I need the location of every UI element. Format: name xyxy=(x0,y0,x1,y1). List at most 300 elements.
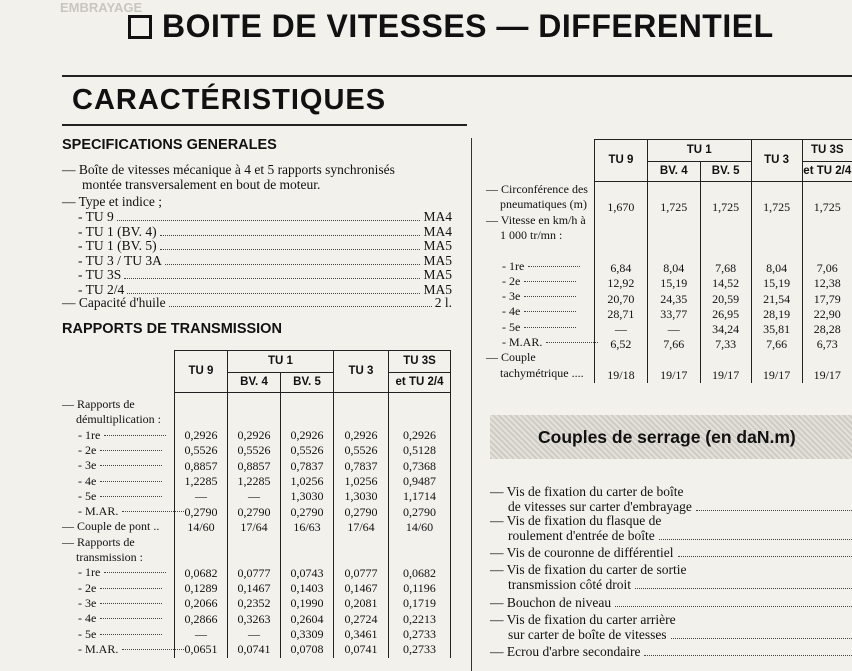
cell: 24,35 xyxy=(647,292,700,307)
cell xyxy=(228,398,281,413)
row-label-text: - 4e xyxy=(78,473,97,488)
cell: 0,8857 xyxy=(175,459,228,474)
table-row xyxy=(175,612,451,627)
cell: 1,3030 xyxy=(334,489,389,504)
leader-dots xyxy=(546,342,598,343)
cell: 7,06 xyxy=(802,261,852,276)
page-title-text: BOITE DE VITESSES — DIFFERENTIEL xyxy=(162,8,774,44)
leader-dots xyxy=(659,539,852,540)
oil-label: — Capacité d'huile xyxy=(62,295,166,310)
table-row xyxy=(595,292,852,307)
cell: 0,0777 xyxy=(334,566,389,581)
row-label-text: 1 000 tr/mn : xyxy=(500,227,563,242)
cell: 0,2733 xyxy=(389,642,451,657)
leader-dots xyxy=(100,450,162,451)
cell: 0,7837 xyxy=(281,459,334,474)
row-label-text: - 5e xyxy=(78,626,97,641)
cell: 7,66 xyxy=(751,337,802,352)
cell: — xyxy=(595,322,648,337)
leader-dots xyxy=(124,278,420,279)
cell: 1,725 xyxy=(700,200,751,215)
col-tu3: TU 3 xyxy=(334,351,389,393)
cell: 0,2724 xyxy=(334,612,389,627)
cell: 0,1467 xyxy=(228,581,281,596)
cell: 0,2926 xyxy=(228,428,281,443)
table-row xyxy=(175,642,451,657)
cell: 19/18 xyxy=(595,368,648,383)
table-row xyxy=(175,581,451,596)
specs-heading: SPECIFICATIONS GENERALES xyxy=(62,137,277,153)
leader-dots xyxy=(524,327,576,328)
row-label xyxy=(502,335,598,350)
cell xyxy=(802,215,852,230)
type-row xyxy=(78,238,452,253)
cell xyxy=(595,215,648,230)
cell: 0,0741 xyxy=(228,642,281,657)
torque-item xyxy=(490,545,852,560)
table-row xyxy=(595,337,852,352)
row-label-text: pneumatiques (m) xyxy=(500,197,587,212)
table-row xyxy=(175,596,451,611)
column-divider xyxy=(471,138,472,671)
table-row xyxy=(175,474,451,489)
torque-line1: — Vis de fixation du carter arrière xyxy=(490,612,676,627)
leader-dots xyxy=(100,603,162,604)
torque-item xyxy=(490,644,852,659)
table-row xyxy=(595,230,852,245)
checkbox-square-icon xyxy=(128,15,152,39)
torque-line2 xyxy=(490,577,852,592)
cell: 0,5526 xyxy=(175,443,228,458)
cell: 14/60 xyxy=(175,520,228,535)
col-bv5: BV. 5 xyxy=(700,162,751,182)
col-tu3s: TU 3S xyxy=(389,351,451,373)
row-label-text: - 3e xyxy=(78,595,97,610)
table-row xyxy=(175,505,451,520)
cell: 19/17 xyxy=(700,368,751,383)
col-bv5: BV. 5 xyxy=(281,373,334,393)
row-label xyxy=(78,611,162,626)
cell: 0,5526 xyxy=(281,443,334,458)
leader-dots xyxy=(100,634,162,635)
torque-item xyxy=(490,484,852,514)
cell: 0,0682 xyxy=(175,566,228,581)
cell xyxy=(751,353,802,368)
cell: 0,1719 xyxy=(389,596,451,611)
col-tu3s: TU 3S xyxy=(802,140,852,162)
type-value: MA5 xyxy=(423,238,452,253)
table-row xyxy=(175,627,451,642)
torque-line2 xyxy=(490,499,852,514)
cell xyxy=(334,398,389,413)
cell: 6,52 xyxy=(595,337,648,352)
cell xyxy=(228,413,281,428)
specs-line2: montée transversalement en bout de moteur. xyxy=(82,177,321,192)
cell: 19/17 xyxy=(647,368,700,383)
cell: — xyxy=(228,627,281,642)
type-value: MA4 xyxy=(423,209,452,224)
cell: 17/64 xyxy=(334,520,389,535)
cell: 0,1467 xyxy=(334,581,389,596)
cell: 6,84 xyxy=(595,261,648,276)
cell: 1,3030 xyxy=(281,489,334,504)
table-row xyxy=(595,276,852,291)
leader-dots xyxy=(104,572,166,573)
table-row xyxy=(595,246,852,261)
cell xyxy=(281,413,334,428)
cell: 28,71 xyxy=(595,307,648,322)
cell: 0,2604 xyxy=(281,612,334,627)
cell xyxy=(389,413,451,428)
cell: 1,725 xyxy=(802,200,852,215)
cell: 0,1289 xyxy=(175,581,228,596)
torque-line1: — Vis de fixation du carter de sortie xyxy=(490,562,687,577)
cell xyxy=(751,230,802,245)
row-label-text: - 2e xyxy=(78,580,97,595)
torque-line2-text: roulement d'entrée de boîte xyxy=(508,528,655,543)
row-label xyxy=(486,213,586,228)
row-label xyxy=(76,412,161,427)
cell: 8,04 xyxy=(647,261,700,276)
cell: 26,95 xyxy=(700,307,751,322)
cell: 6,73 xyxy=(802,337,852,352)
row-label xyxy=(78,489,162,504)
cell: 7,68 xyxy=(700,261,751,276)
cell xyxy=(802,246,852,261)
row-label-text: - 5e xyxy=(78,488,97,503)
tire-table xyxy=(594,139,852,383)
row-label xyxy=(78,458,162,473)
table-row xyxy=(595,368,852,383)
row-label xyxy=(500,228,562,243)
cell xyxy=(700,230,751,245)
section-divider xyxy=(62,124,467,126)
cell xyxy=(281,550,334,565)
leader-dots xyxy=(524,311,576,312)
cell xyxy=(751,215,802,230)
cell: 8,04 xyxy=(751,261,802,276)
cell: 21,54 xyxy=(751,292,802,307)
row-label xyxy=(78,443,162,458)
cell: 1,725 xyxy=(647,200,700,215)
cell xyxy=(595,230,648,245)
col-tu9: TU 9 xyxy=(595,140,648,182)
leader-dots xyxy=(528,266,580,267)
row-label-text: — Rapports de xyxy=(62,397,135,411)
row-label-text: - 5e xyxy=(502,319,521,334)
cell: 0,1196 xyxy=(389,581,451,596)
cell xyxy=(389,535,451,550)
table-row xyxy=(175,428,451,443)
cell: 7,33 xyxy=(700,337,751,352)
cell: 0,2733 xyxy=(389,627,451,642)
row-label-text: tachymétrique .... xyxy=(500,365,584,380)
cell xyxy=(334,413,389,428)
section-title: CARACTÉRISTIQUES xyxy=(72,84,387,116)
oil-value: 2 l. xyxy=(434,295,452,310)
row-label xyxy=(78,428,166,443)
cell: 0,0651 xyxy=(175,642,228,657)
cell: 14,52 xyxy=(700,276,751,291)
type-intro: — Type et indice ; xyxy=(62,194,163,209)
cell: 0,2790 xyxy=(389,505,451,520)
row-label-text: — Couple xyxy=(486,350,536,365)
cell: 15,19 xyxy=(751,276,802,291)
col-bv4: BV. 4 xyxy=(228,373,281,393)
row-label-text: - 2e xyxy=(502,273,521,288)
row-label xyxy=(78,581,162,596)
table-row xyxy=(595,261,852,276)
cell xyxy=(389,550,451,565)
torque-line2-text: de vitesses sur carter d'embrayage xyxy=(508,499,692,514)
cell: 0,0741 xyxy=(334,642,389,657)
row-label-text: - M.AR. xyxy=(502,335,543,349)
row-label-text: - 3e xyxy=(502,289,521,304)
cell: — xyxy=(175,489,228,504)
torque-line2-text: — Vis de couronne de différentiel xyxy=(490,545,674,560)
torque-line2 xyxy=(490,627,852,642)
cell xyxy=(647,246,700,261)
row-label xyxy=(62,397,135,412)
cell: 1,0256 xyxy=(281,474,334,489)
table-row xyxy=(175,489,451,504)
leader-dots xyxy=(696,510,852,511)
table-row xyxy=(595,307,852,322)
cell xyxy=(281,535,334,550)
cell xyxy=(802,185,852,200)
type-label: - TU 2/4 xyxy=(78,281,125,297)
row-label-text: - 1re xyxy=(78,427,101,442)
row-label-text: — Couple de pont .. xyxy=(62,519,160,534)
cell: 1,670 xyxy=(595,200,648,215)
torque-line2-text: — Bouchon de niveau xyxy=(490,595,612,610)
leader-dots xyxy=(524,281,576,282)
cell: 1,1714 xyxy=(389,489,451,504)
cell: 0,2790 xyxy=(228,505,281,520)
torque-line2-text: transmission côté droit xyxy=(508,577,631,592)
cell: — xyxy=(175,627,228,642)
torque-item xyxy=(490,562,852,592)
torque-line2-text: sur carter de boîte de vitesses xyxy=(508,627,667,642)
table-row xyxy=(175,413,451,428)
row-label-text: - M.AR. xyxy=(78,504,119,519)
cell: 17/64 xyxy=(228,520,281,535)
torque-line2 xyxy=(490,595,852,610)
cell: 0,2790 xyxy=(334,505,389,520)
cell: 28,28 xyxy=(802,322,852,337)
specs-line1: — Boîte de vitesses mécanique à 4 et 5 rapports synchronisés xyxy=(62,162,395,177)
type-row xyxy=(78,267,452,282)
cell: 0,0708 xyxy=(281,642,334,657)
row-label xyxy=(78,474,162,489)
row-label-text: — Circonférence des xyxy=(486,182,588,196)
type-label: - TU 3S xyxy=(78,267,122,282)
cell: 16/63 xyxy=(281,520,334,535)
type-label: - TU 1 (BV. 5) xyxy=(78,238,157,253)
cell: 7,66 xyxy=(647,337,700,352)
type-value: MA5 xyxy=(423,267,452,282)
cell: 33,77 xyxy=(647,307,700,322)
table-row xyxy=(595,185,852,200)
leader-dots xyxy=(644,655,852,656)
cell: 0,2352 xyxy=(228,596,281,611)
row-label xyxy=(486,350,536,365)
type-row xyxy=(78,224,452,239)
cell: 0,2081 xyxy=(334,596,389,611)
torque-line2 xyxy=(490,528,852,543)
leader-dots xyxy=(100,496,162,497)
cell: 0,2790 xyxy=(175,505,228,520)
torque-line2-text: — Ecrou d'arbre secondaire xyxy=(490,644,641,659)
torque-heading: Couples de serrage (en daN.m) xyxy=(538,427,796,447)
row-label xyxy=(62,535,135,550)
row-label-text: - 3e xyxy=(78,458,97,473)
cell xyxy=(802,230,852,245)
cell xyxy=(175,550,228,565)
cell: 0,3309 xyxy=(281,627,334,642)
row-label-text: - M.AR. xyxy=(78,641,119,656)
row-label-text: — Vitesse en km/h à xyxy=(486,212,586,227)
leader-dots xyxy=(100,481,162,482)
cell: 0,2926 xyxy=(389,428,451,443)
cell xyxy=(647,230,700,245)
torque-line1: — Vis de fixation du flasque de xyxy=(490,513,662,528)
leader-dots xyxy=(615,606,852,607)
row-label-text: - 2e xyxy=(78,442,97,457)
title-divider xyxy=(62,75,852,77)
row-label-text: démultiplication : xyxy=(76,412,161,427)
cell: 1,2285 xyxy=(175,474,228,489)
type-label: - TU 9 xyxy=(78,209,114,224)
col-tu24: et TU 2/4 xyxy=(802,162,852,182)
table-row xyxy=(175,459,451,474)
col-tu24: et TU 2/4 xyxy=(389,373,451,393)
cell xyxy=(389,398,451,413)
row-label xyxy=(78,596,162,611)
cell xyxy=(595,353,648,368)
leader-dots xyxy=(104,435,166,436)
cell xyxy=(175,398,228,413)
leader-dots xyxy=(160,249,421,250)
cell: 19/17 xyxy=(802,368,852,383)
transmission-table xyxy=(174,350,451,658)
cell: 1,725 xyxy=(751,200,802,215)
row-label xyxy=(502,274,576,289)
cell: 19/17 xyxy=(751,368,802,383)
col-tu9: TU 9 xyxy=(175,351,228,393)
cell: 0,0682 xyxy=(389,566,451,581)
leader-dots xyxy=(678,556,852,557)
col-tu1: TU 1 xyxy=(228,351,334,373)
type-value: MA4 xyxy=(423,223,452,239)
table-row xyxy=(175,566,451,581)
cell: — xyxy=(228,489,281,504)
cell: — xyxy=(647,322,700,337)
torque-item xyxy=(490,595,852,610)
row-label-text: transmission : xyxy=(76,550,144,564)
cell: 20,59 xyxy=(700,292,751,307)
cell xyxy=(281,398,334,413)
torque-line2 xyxy=(490,545,852,560)
table-row xyxy=(595,353,852,368)
table-row xyxy=(175,535,451,550)
type-label: - TU 3 / TU 3A xyxy=(78,252,162,268)
cell: 0,1403 xyxy=(281,581,334,596)
cell xyxy=(700,215,751,230)
torque-line1: — Vis de fixation du carter de boîte xyxy=(490,484,684,499)
row-label xyxy=(78,504,184,519)
row-label xyxy=(502,320,576,335)
cell: 0,2926 xyxy=(334,428,389,443)
cell: 0,2926 xyxy=(281,428,334,443)
row-label xyxy=(78,565,166,580)
cell: 0,2866 xyxy=(175,612,228,627)
torque-item xyxy=(490,612,852,642)
torque-item xyxy=(490,513,852,543)
cell xyxy=(700,185,751,200)
cell: 0,8857 xyxy=(228,459,281,474)
cell: 0,2213 xyxy=(389,612,451,627)
row-label-text: — Rapports de xyxy=(62,534,135,549)
cell xyxy=(334,535,389,550)
row-label xyxy=(486,182,588,197)
row-label xyxy=(500,197,587,212)
cell: 0,2790 xyxy=(281,505,334,520)
cell: 0,0777 xyxy=(228,566,281,581)
table-row xyxy=(595,200,852,215)
leader-dots xyxy=(100,618,162,619)
cell: 22,90 xyxy=(802,307,852,322)
leader-dots xyxy=(100,465,162,466)
cell: 15,19 xyxy=(647,276,700,291)
cell: 1,0256 xyxy=(334,474,389,489)
cell xyxy=(700,353,751,368)
leader-dots xyxy=(671,638,852,639)
cell: 14/60 xyxy=(389,520,451,535)
cell xyxy=(700,246,751,261)
cell xyxy=(228,535,281,550)
cell xyxy=(595,246,648,261)
leader-dots xyxy=(127,293,420,294)
cell xyxy=(175,535,228,550)
torque-banner xyxy=(490,415,852,459)
table-row xyxy=(175,443,451,458)
cell: 0,2926 xyxy=(175,428,228,443)
leader-dots xyxy=(165,264,421,265)
cell: 0,1990 xyxy=(281,596,334,611)
row-label xyxy=(76,550,143,565)
leader-dots xyxy=(100,588,162,589)
cell xyxy=(175,413,228,428)
table-row xyxy=(595,215,852,230)
transmission-heading: RAPPORTS DE TRANSMISSION xyxy=(62,321,282,337)
cell: 20,70 xyxy=(595,292,648,307)
cell xyxy=(751,246,802,261)
cell: 0,0743 xyxy=(281,566,334,581)
oil-capacity xyxy=(62,295,452,310)
row-label xyxy=(78,642,184,657)
cell: 0,7368 xyxy=(389,459,451,474)
col-tu1: TU 1 xyxy=(647,140,751,162)
cell xyxy=(647,185,700,200)
table-row xyxy=(175,520,451,535)
cell xyxy=(751,185,802,200)
row-label xyxy=(500,366,584,381)
torque-line2 xyxy=(490,644,852,659)
table-row xyxy=(175,550,451,565)
row-label xyxy=(502,289,576,304)
row-label-text: - 4e xyxy=(502,304,521,319)
